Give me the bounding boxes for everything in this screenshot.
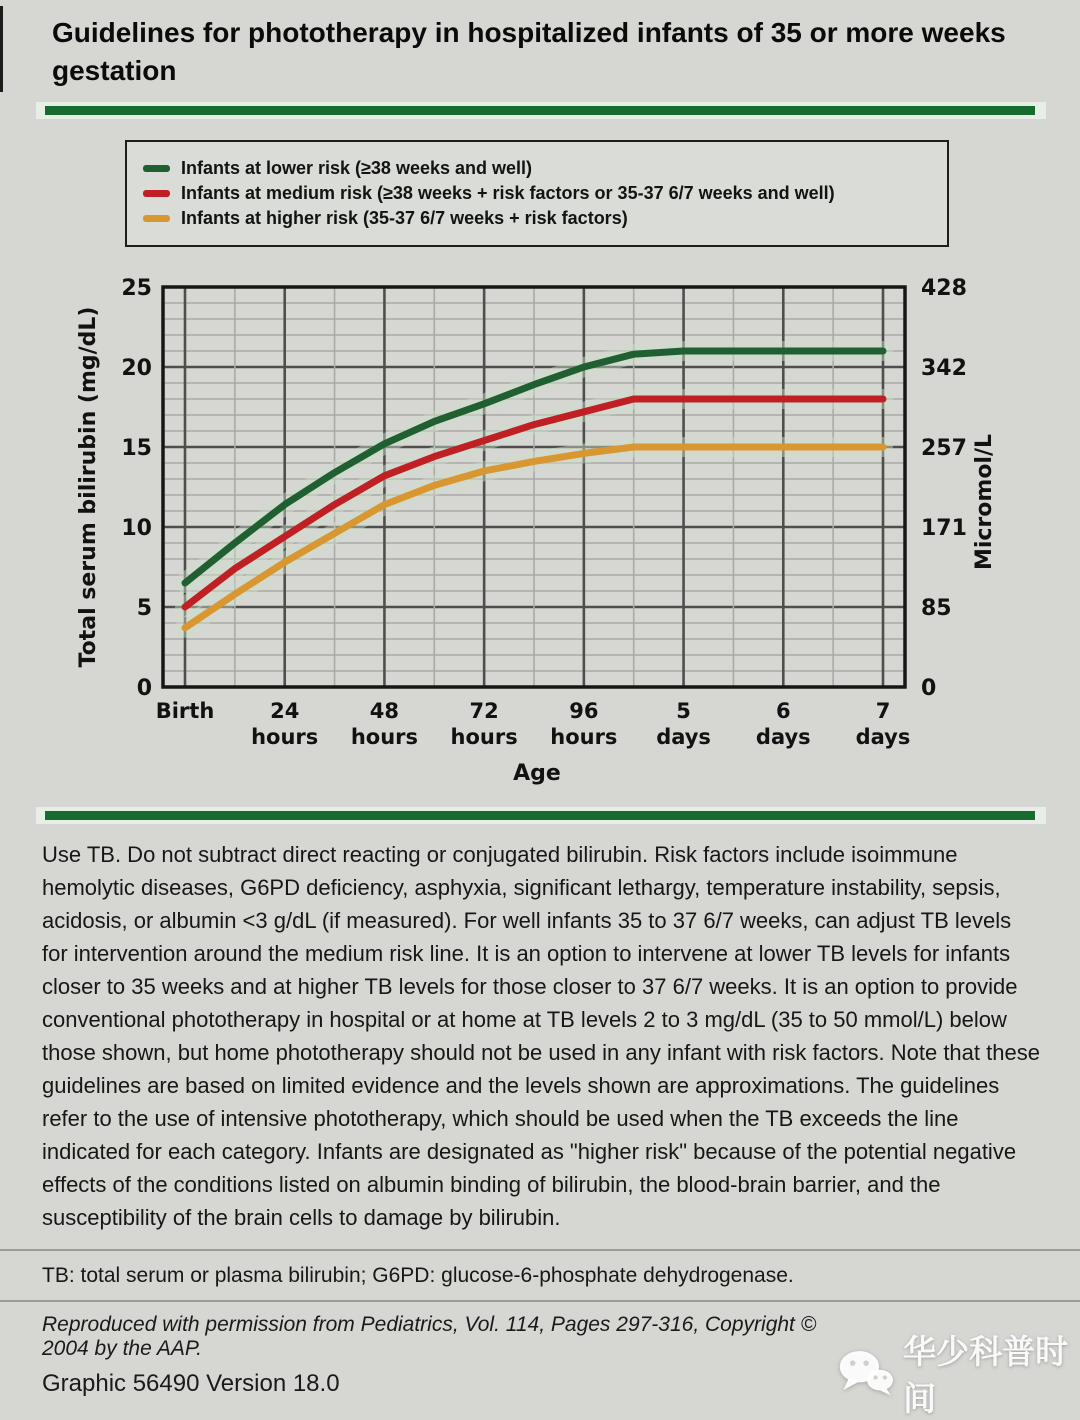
higher-risk-line-swatch [143, 215, 170, 222]
guideline-notes: Use TB. Do not subtract direct reacting or conjugated bilirubin. Risk factors include isoimmune hemolytic diseases, G6PD deficiency, asphyxia, significant lethargy, temperature instability, sepsis, acidosis, or albumin <3 g/dL (if measured). For well infants 35 to 37 6/7 weeks, can adjust TB levels for intervention around the medium risk line. It is an option to intervene at lower TB levels for infants closer to 35 weeks and at higher TB levels for those closer to 37 6/7 weeks. It is an option to provide conventional phototherapy in hospital or at home at TB levels 2 to 3 mg/dL (35 to 50 mmol/L) below those shown, but home phototherapy should not be used in any infant with risk factors. Note that these guidelines are based on limited evidence and the levels shown are approximations. The guidelines refer to the use of intensive phototherapy, which should be used when the TB exceeds the line indicated for each category. Infants are designated as "higher risk" because of the potential negative effects of the conditions listed on albumin binding of bilirubin, the blood-brain barrier, and the susceptibility of the brain cells to damage by bilirubin. [42, 842, 1040, 1230]
chart-label: 5 [676, 699, 691, 723]
chart-label: Birth [155, 699, 215, 723]
chart-label: days [855, 725, 911, 749]
title-block [0, 0, 1080, 90]
copyright-note: Reproduced with permission from Pediatrics, Vol. 114, Pages 297-316, Copyright © 2004 by the AAP. [42, 1313, 817, 1360]
divider-bottom [0, 1300, 1080, 1302]
chart-label: 171 [921, 516, 967, 541]
chart-label: 25 [121, 276, 152, 301]
legend-label: Infants at lower risk (≥38 weeks and well) [181, 158, 532, 178]
chart-label: hours [450, 725, 518, 749]
legend-label: Infants at medium risk (≥38 weeks + risk factors or 35-37 6/7 weeks and well) [181, 183, 835, 203]
green-rule-bottom-bar [45, 811, 1035, 820]
chart-label: 20 [121, 356, 152, 381]
chart-label: Total serum bilirubin (mg/dL) [76, 306, 101, 668]
lower-risk-line-swatch [143, 165, 170, 172]
abbreviations-note: TB: total serum or plasma bilirubin; G6PD: glucose-6-phosphate dehydrogenase. [42, 1264, 794, 1287]
legend-item-lower-risk [143, 158, 933, 179]
chart-label: 5 [136, 596, 152, 621]
chart-label: days [755, 725, 811, 749]
green-rule-bottom [36, 807, 1046, 824]
chart-label: 7 [875, 699, 891, 723]
page-title: Guidelines for phototherapy in hospitalized infants of 35 or more weeks gestation [52, 17, 1006, 86]
wechat-icon [838, 1346, 895, 1400]
chart-legend [125, 140, 949, 247]
phototherapy-chart-svg [0, 249, 1080, 807]
legend-item-medium-risk [143, 183, 933, 204]
chart-label: hours [550, 725, 618, 749]
chart-label: 0 [921, 676, 937, 701]
medium-risk-line-swatch [143, 190, 170, 197]
chart-label: Micromol/L [972, 433, 997, 571]
chart-label: 257 [921, 436, 967, 461]
chart-label: 6 [775, 699, 791, 723]
legend-label: Infants at higher risk (35-37 6/7 weeks + risk factors) [181, 208, 628, 228]
chart-label: Age [513, 761, 561, 786]
chart-label: 342 [921, 356, 967, 381]
chart-label: hours [350, 725, 419, 749]
graphic-version: Graphic 56490 Version 18.0 [42, 1370, 340, 1397]
watermark [838, 1326, 1080, 1420]
chart-label: 15 [121, 436, 152, 461]
green-rule-top [36, 102, 1046, 119]
chart-label: 96 [569, 699, 599, 723]
chart-label: 10 [121, 516, 152, 541]
chart-label: 428 [921, 276, 967, 301]
green-rule-top-bar [45, 106, 1035, 115]
phototherapy-chart [0, 249, 1080, 807]
chart-label: hours [251, 725, 319, 749]
chart-label: 24 [270, 699, 300, 723]
left-edge-mark [0, 6, 3, 92]
chart-label: 48 [369, 699, 400, 723]
legend-item-higher-risk [143, 208, 933, 229]
chart-label: days [656, 725, 711, 749]
chart-label: 85 [921, 596, 952, 621]
chart-label: 72 [469, 699, 499, 723]
watermark-text: 华少科普时间 [903, 1333, 1069, 1417]
chart-label: 0 [136, 676, 152, 701]
